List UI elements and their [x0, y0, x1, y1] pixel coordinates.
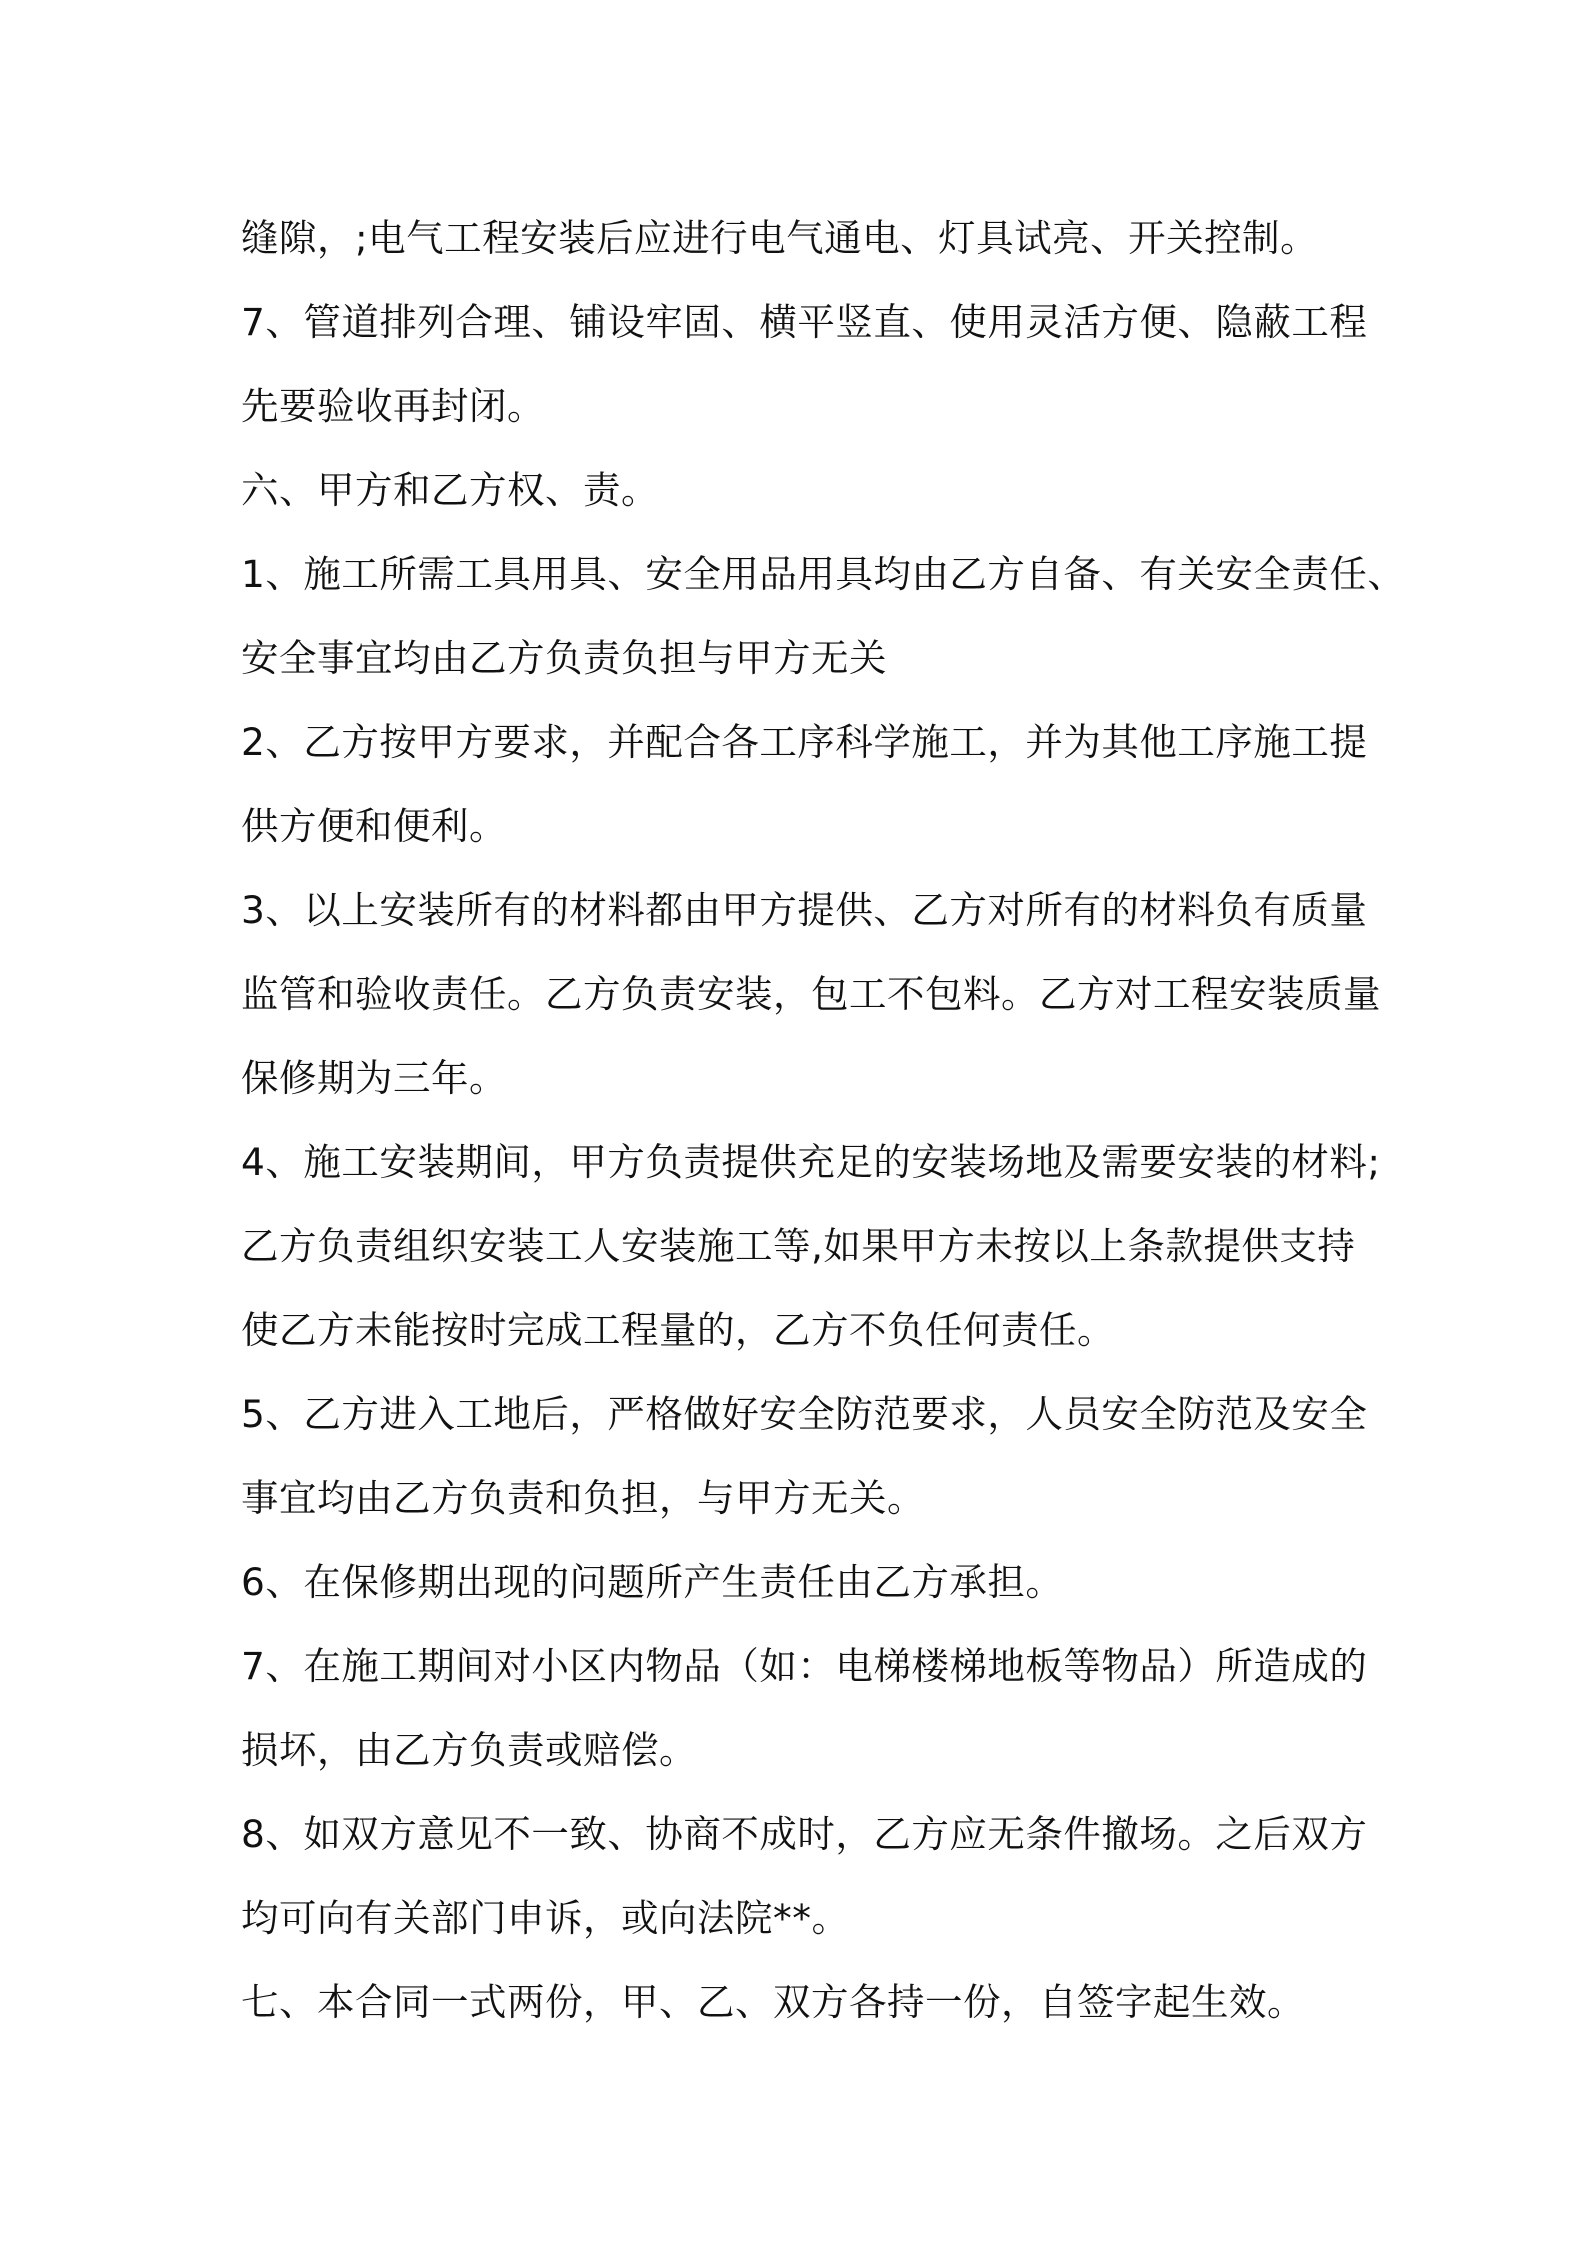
text-line: 保修期为三年。: [241, 1056, 507, 1100]
text-line: 监管和验收责任。乙方负责安装，包工不包料。乙方对工程安装质量: [241, 972, 1381, 1016]
section-heading: 七、本合同一式两份，甲、乙、双方各持一份，自签字起生效。: [241, 1980, 1305, 2024]
text-line: 损坏，由乙方负责或赔偿。: [241, 1728, 697, 1772]
text-line: 先要验收再封闭。: [241, 384, 545, 428]
text-line: 6、在保修期出现的问题所产生责任由乙方承担。: [241, 1560, 1064, 1604]
text-line: 8、如双方意见不一致、协商不成时，乙方应无条件撤场。之后双方: [241, 1812, 1368, 1856]
text-line: 使乙方未能按时完成工程量的，乙方不负任何责任。: [241, 1308, 1115, 1352]
document-body: [241, 196, 1406, 2044]
text-line: 1、施工所需工具用具、安全用品用具均由乙方自备、有关安全责任、: [241, 552, 1406, 596]
section-heading: 六、甲方和乙方权、责。: [241, 468, 659, 512]
text-line: 事宜均由乙方负责和负担，与甲方无关。: [241, 1476, 925, 1520]
text-line: 5、乙方进入工地后，严格做好安全防范要求，人员安全防范及安全: [241, 1392, 1368, 1436]
text-line: 7、管道排列合理、铺设牢固、横平竖直、使用灵活方便、隐蔽工程: [241, 300, 1368, 344]
text-line: 3、以上安装所有的材料都由甲方提供、乙方对所有的材料负有质量: [241, 888, 1368, 932]
text-line: 均可向有关部门申诉，或向法院**。: [241, 1896, 850, 1940]
text-line: 安全事宜均由乙方负责负担与甲方无关: [241, 636, 887, 680]
text-line: 乙方负责组织安装工人安装施工等,如果甲方未按以上条款提供支持: [241, 1224, 1356, 1268]
text-line: 缝隙，;电气工程安装后应进行电气通电、灯具试亮、开关控制。: [241, 216, 1319, 260]
text-line: 供方便和便利。: [241, 804, 507, 848]
text-line: 4、施工安装期间，甲方负责提供充足的安装场地及需要安装的材料;: [241, 1140, 1381, 1184]
text-line: 7、在施工期间对小区内物品（如：电梯楼梯地板等物品）所造成的: [241, 1644, 1368, 1688]
text-line: 2、乙方按甲方要求，并配合各工序科学施工，并为其他工序施工提: [241, 720, 1368, 764]
